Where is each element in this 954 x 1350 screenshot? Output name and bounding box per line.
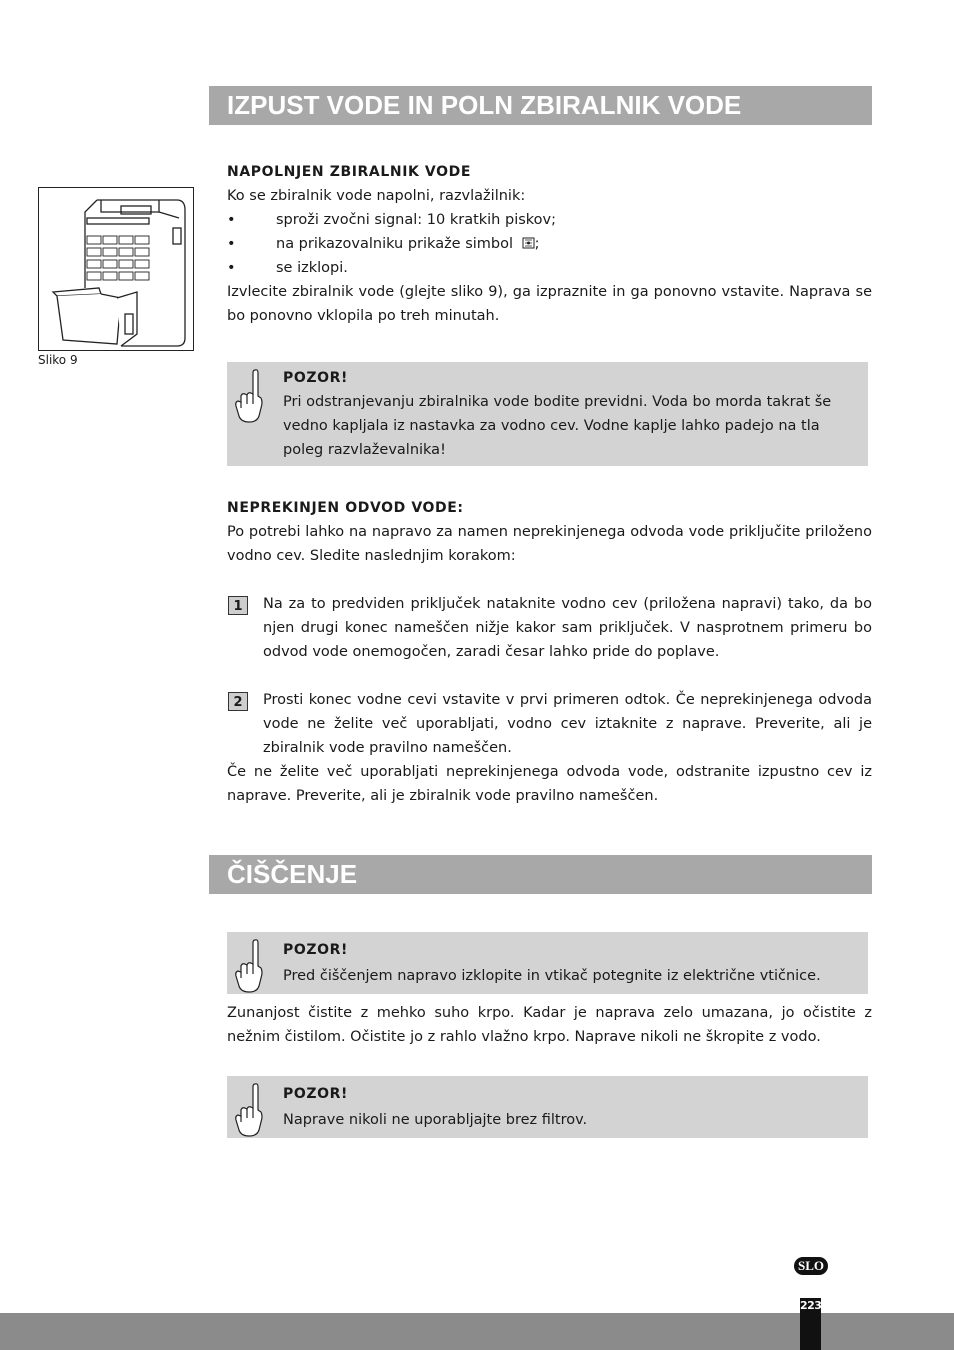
paragraph-continuous-drain: Po potrebi lahko na napravo za namen neprekinjenega odvoda vode priključite priloženo vodno cev. Sledite naslednjim korakom:: [227, 524, 872, 564]
step-text: Na za to predviden priključek nataknite vodno cev (priložena napravi) tako, da bo njen drugi konec nameščen nižje kakor sam priključek. V nasprotnem primeru bo odvod vode onemogočen, zaradi česar lahko pride do poplave.: [263, 596, 872, 660]
step-number: 2: [228, 692, 248, 711]
paragraph-cleaning: Zunanjost čistite z mehko suho krpo. Kadar je naprava zelo umazana, jo očistite z nežnim čistilom. Očistite jo z rahlo vlažno krpo. Naprave nikoli ne škropite z vodo.: [227, 1005, 872, 1045]
bullet-text-part: na prikazovalniku prikaže simbol: [276, 236, 514, 252]
bullet-text-suffix: ;: [534, 236, 540, 252]
step-number: 1: [228, 596, 248, 615]
paragraph-stop-drain: Če ne želite več uporabljati neprekinjenega odvoda vode, odstranite izpustno cev iz naprave. Preverite, ali je zbiralnik vode pravilno nameščen.: [227, 764, 872, 804]
bullet-text: [276, 232, 540, 256]
bullet-text: se izklopi.: [276, 260, 348, 276]
note-body: Pri odstranjevanju zbiralnika vode bodite previdni. Voda bo morda takrat še vedno kapljala iz nastavka za vodno cev. Vodne kaplje lahko padejo na tla poleg razvlaževalnika!: [283, 394, 832, 458]
tank-full-icon: [522, 236, 535, 249]
bullet-dot: •: [227, 236, 236, 252]
step-text: Prosti konec vodne cevi vstavite v prvi primeren odtok. Če neprekinjenega odvoda vode ne želite več uporabljati, vodno cev iztaknite z naprave. Preverite, ali je zbiralnik vode pravilno nameščen.: [263, 692, 872, 756]
note-body: Naprave nikoli ne uporabljajte brez filtrov.: [283, 1112, 588, 1128]
figure-dehumidifier-tank: [38, 187, 194, 351]
section-title-water-drain: IZPUST VODE IN POLN ZBIRALNIK VODE: [209, 86, 872, 125]
note-title: POZOR!: [283, 942, 348, 958]
paragraph-remove-tank: Izvlecite zbiralnik vode (glejte sliko 9), ga izpraznite in ga ponovno vstavite. Naprava se bo ponovno vklopila po treh minutah.: [227, 284, 872, 324]
warning-note: [227, 1076, 868, 1138]
pointing-hand-icon: [233, 366, 265, 424]
note-body: Pred čiščenjem napravo izklopite in vtikač potegnite iz električne vtičnice.: [283, 968, 821, 984]
note-title: POZOR!: [283, 1086, 348, 1102]
pointing-hand-icon: [233, 936, 265, 994]
language-badge: SLO: [794, 1257, 828, 1275]
subheading-full-tank: NAPOLNJEN ZBIRALNIK VODE: [227, 164, 472, 180]
section-title-cleaning: ČIŠČENJE: [209, 855, 872, 894]
note-title: POZOR!: [283, 370, 348, 386]
bullet-text: sproži zvočni signal: 10 kratkih piskov;: [276, 212, 556, 228]
intro-text: Ko se zbiralnik vode napolni, razvlažilnik:: [227, 188, 526, 204]
warning-note: [227, 362, 868, 466]
bullet-dot: •: [227, 260, 236, 276]
warning-note: [227, 932, 868, 994]
bullet-dot: •: [227, 212, 236, 228]
figure-caption: Sliko 9: [38, 353, 78, 367]
dehumidifier-illustration: [39, 188, 193, 350]
page-number: 223: [800, 1299, 822, 1312]
subheading-continuous-drain: NEPREKINJEN ODVOD VODE:: [227, 500, 464, 516]
pointing-hand-icon: [233, 1080, 265, 1138]
